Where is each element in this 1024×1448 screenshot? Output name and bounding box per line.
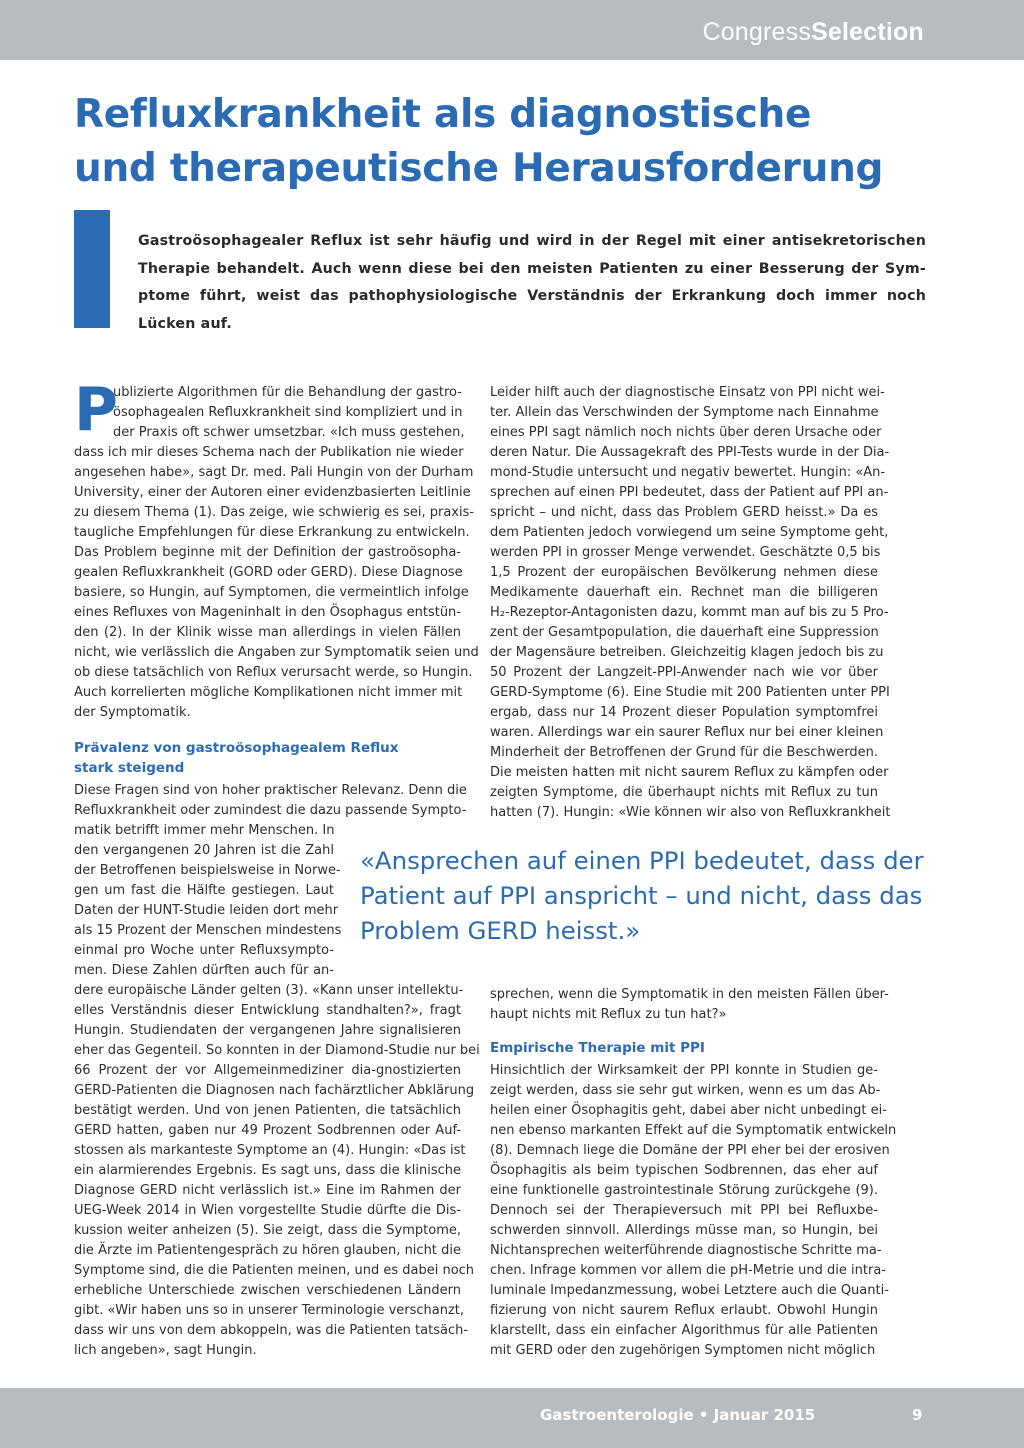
text-line: Diese Fragen sind von hoher praktischer Relevanz. Denn die: [74, 783, 467, 798]
text-line: Daten der HUNT-Studie leiden dort mehr: [74, 903, 339, 918]
text-line: der Symptomatik.: [74, 705, 191, 720]
right-column-continuation: [490, 985, 889, 1025]
lead-line: ptome führt, weist das pathophysiologische Verständnis der Erkrankung doch immer noch: [138, 288, 926, 305]
text-line: (8). Demnach liege die Domäne der PPI eher bei der erosiven: [490, 1143, 890, 1158]
text-line: UEG-Week 2014 in Wien vorgestellte Studie dürfte die Dis-: [74, 1203, 461, 1218]
text-line: erhebliche Unterschiede zwischen verschiedenen Ländern: [74, 1283, 461, 1298]
right-column-ppi-test: [490, 383, 891, 823]
subhead-line: Empirische Therapie mit PPI: [490, 1040, 705, 1056]
left-column-intro: [74, 383, 479, 723]
text-line: der Magensäure betreiben. Gleichzeitig klagen jedoch bis zu: [490, 645, 884, 660]
text-line: Ösophagitis als beim typischen Sodbrennen, das eher auf: [490, 1163, 878, 1178]
text-line: Die meisten hatten mit nicht saurem Reflux zu kämpfen oder: [490, 765, 889, 780]
text-line: Minderheit der Betroffenen der Grund für die Beschwerden.: [490, 745, 878, 760]
footer-band: [0, 1388, 1024, 1448]
text-line: nen ebenso markanten Effekt auf die Symptomatik entwickeln: [490, 1123, 897, 1138]
text-line: gibt. «Wir haben uns so in unserer Terminologie verschanzt,: [74, 1303, 465, 1318]
text-line: Medikamente dauerhaft ein. Rechnet man die billigeren: [490, 585, 878, 600]
pull-quote-line: Patient auf PPI anspricht – und nicht, dass das: [360, 881, 923, 910]
text-line: den vergangenen 20 Jahren ist die Zahl: [74, 843, 334, 858]
section-heading-therapy: [490, 1038, 705, 1058]
subhead-line: stark steigend: [74, 760, 185, 776]
text-line: mit GERD oder den zugehörigen Symptomen nicht möglich: [490, 1343, 876, 1358]
text-line: zu diesem Thema (1). Das zeige, wie schwierig es sei, praxis-: [74, 505, 475, 520]
text-line: 1,5 Prozent der europäischen Bevölkerung nehmen diese: [490, 565, 878, 580]
text-line: ergab, dass nur 14 Prozent dieser Population symptomfrei: [490, 705, 878, 720]
text-line: den (2). In der Klinik wisse man allerdings in vielen Fällen: [74, 625, 461, 640]
article-lead: [138, 228, 926, 339]
page-number: 9: [912, 1406, 923, 1424]
text-line: 66 Prozent der vor Allgemeinmediziner dia-gnostizierten: [74, 1063, 461, 1078]
congress-selection-brand: [702, 18, 924, 47]
text-line: GERD-Symptome (6). Eine Studie mit 200 Patienten unter PPI: [490, 685, 890, 700]
text-line: ein alarmierendes Ergebnis. Es sagt uns, dass die klinische: [74, 1163, 461, 1178]
text-line: basiere, so Hungin, auf Symptomen, die vermeintlich infolge: [74, 585, 469, 600]
text-line: klarstellt, dass ein einfacher Algorithmus für alle Patienten: [490, 1323, 878, 1338]
text-line: eine funktionelle gastrointestinale Störung zurückgehe (9).: [490, 1183, 878, 1198]
text-line: der Betroffenen beispielsweise in Norwe-: [74, 863, 341, 878]
text-line: Nichtansprechen weiterführende diagnostische Schritte ma-: [490, 1243, 882, 1258]
text-line: sprechen, wenn die Symptomatik in den meisten Fällen über-: [490, 987, 889, 1002]
text-line: men. Diese Zahlen dürften auch für an-: [74, 963, 334, 978]
text-line: dere europäische Länder gelten (3). «Kann unser intellektu-: [74, 983, 464, 998]
lead-line: Therapie behandelt. Auch wenn diese bei den meisten Patienten zu einer Besserung der Sym-: [138, 260, 926, 277]
title-line: und therapeutische Herausforderung: [74, 146, 884, 191]
text-line: stossen als markanteste Symptome an (4). Hungin: «Das ist: [74, 1143, 466, 1158]
text-line: ob diese tatsächlich von Reflux verursacht werde, so Hungin.: [74, 665, 473, 680]
text-line: eher das Gegenteil. So konnten in der Diamond-Studie nur bei: [74, 1043, 480, 1058]
text-line: einmal pro Woche unter Refluxsympto-: [74, 943, 334, 958]
lead-line: Lücken auf.: [138, 316, 232, 333]
text-line: dass ich mir dieses Schema nach der Publikation nie wieder: [74, 445, 464, 460]
text-line: Hungin. Studiendaten der vergangenen Jahre signalisieren: [74, 1023, 461, 1038]
text-line: H₂-Rezeptor-Antagonisten dazu, kommt man auf bis zu 5 Pro-: [490, 605, 889, 620]
text-line: waren. Allerdings war ein saurer Reflux nur bei einer kleinen: [490, 725, 884, 740]
text-line: eines Refluxes von Mageninhalt in den Ösophagus entstün-: [74, 605, 461, 620]
text-line: Auch korrelierten mögliche Komplikationen nicht immer mit: [74, 685, 463, 700]
text-line: spricht – und nicht, dass das Problem GERD heisst.» Da es: [490, 505, 878, 520]
section-heading-prevalence: [74, 738, 398, 778]
text-line: als 15 Prozent der Menschen mindestens: [74, 923, 342, 938]
text-line: elles Verständnis dieser Entwicklung standhalten?», fragt: [74, 1003, 461, 1018]
text-line: hatten (7). Hungin: «Wie können wir also von Refluxkrankheit: [490, 805, 891, 820]
brand-light: Congress: [702, 18, 812, 46]
article-title: [74, 88, 974, 196]
text-line: bestätigt werden. Und von jenen Patienten, die tatsächlich: [74, 1103, 461, 1118]
text-line: lich angeben», sagt Hungin.: [74, 1343, 257, 1358]
text-line: ublizierte Algorithmen für die Behandlung der gastro-: [113, 385, 462, 400]
drop-cap: P: [74, 375, 118, 445]
text-line: werden PPI in grosser Menge verwendet. Geschätzte 0,5 bis: [490, 545, 881, 560]
text-line: ösophagealen Refluxkrankheit sind kompliziert und in: [113, 405, 463, 420]
text-line: gealen Refluxkrankheit (GORD oder GERD). Diese Diagnose: [74, 565, 463, 580]
lead-initial-bar: [74, 210, 110, 328]
text-line: GERD-Patienten die Diagnosen nach fachärztlicher Abklärung: [74, 1083, 475, 1098]
text-line: eines PPI sagt nämlich noch nichts über deren Ursache oder: [490, 425, 882, 440]
text-line: University, einer der Autoren einer evidenzbasierten Leitlinie: [74, 485, 471, 500]
text-line: 50 Prozent der Langzeit-PPI-Anwender nach wie vor über: [490, 665, 878, 680]
text-line: schwerden sinnvoll. Allerdings müsse man, so Hungin, bei: [490, 1223, 878, 1238]
text-line: zeigten Symptome, die überhaupt nichts mit Reflux zu tun: [490, 785, 878, 800]
text-line: haupt nichts mit Reflux zu tun hat?»: [490, 1007, 727, 1022]
text-line: zent der Gesamtpopulation, die dauerhaft eine Suppression: [490, 625, 879, 640]
text-line: Diagnose GERD nicht verlässlich ist.» Eine im Rahmen der: [74, 1183, 461, 1198]
text-line: dass wir uns von dem abkoppeln, was die Patienten tatsäch-: [74, 1323, 469, 1338]
text-line: nicht, wie verlässlich die Angaben zur Symptomatik seien und: [74, 645, 479, 660]
text-line: Leider hilft auch der diagnostische Einsatz von PPI nicht wei-: [490, 385, 885, 400]
text-line: gen um fast die Hälfte gestiegen. Laut: [74, 883, 334, 898]
text-line: Refluxkrankheit oder zumindest die dazu passende Sympto-: [74, 803, 467, 818]
lead-line: Gastroösophagealer Reflux ist sehr häufig und wird in der Regel mit einer antisekretorischen: [138, 233, 926, 249]
text-line: angesehen habe», sagt Dr. med. Pali Hungin von der Durham: [74, 465, 474, 480]
text-line: Symptome sind, die die Patienten meinen, und es dabei noch: [74, 1263, 475, 1278]
text-line: GERD hatten, gaben nur 49 Prozent Sodbrennen oder Auf-: [74, 1123, 461, 1138]
title-line: Refluxkrankheit als diagnostische: [74, 92, 812, 137]
text-line: matik betrifft immer mehr Menschen. In: [74, 823, 335, 838]
text-line: kussion weiter anheizen (5). Sie zeigt, dass die Symptome,: [74, 1223, 461, 1238]
text-line: chen. Infrage kommen vor allem die pH-Metrie und die intra-: [490, 1263, 886, 1278]
text-line: Dennoch sei der Therapieversuch mit PPI bei Refluxbe-: [490, 1203, 878, 1218]
text-line: zeigt werden, dass sie sehr gut wirken, wenn es um das Ab-: [490, 1083, 881, 1098]
text-line: dem Patienten jedoch vorwiegend um seine Symptome geht,: [490, 525, 889, 540]
subhead-line: Prävalenz von gastroösophagealem Reflux: [74, 740, 399, 756]
text-line: sprechen auf einen PPI bedeutet, dass der Patient auf PPI an-: [490, 485, 889, 500]
brand-bold: Selection: [811, 18, 924, 46]
pull-quote: [360, 843, 940, 948]
text-line: ter. Allein das Verschwinden der Symptome nach Einnahme: [490, 405, 879, 420]
text-line: Hinsichtlich der Wirksamkeit der PPI konnte in Studien ge-: [490, 1063, 878, 1078]
journal-issue: Gastroenterologie • Januar 2015: [540, 1406, 816, 1424]
pull-quote-line: «Ansprechen auf einen PPI bedeutet, dass der: [360, 846, 924, 875]
right-column-therapy: [490, 1061, 897, 1361]
text-line: mond-Studie untersucht und negativ bewertet. Hungin: «An-: [490, 465, 886, 480]
text-line: die Ärzte im Patientengespräch zu hören glauben, nicht die: [74, 1243, 461, 1258]
text-line: deren Natur. Die Aussagekraft des PPI-Tests wurde in der Dia-: [490, 445, 890, 460]
text-line: Das Problem beginne mit der Definition der gastroösopha-: [74, 545, 461, 560]
text-line: luminale Impedanzmessung, wobei Letztere auch die Quanti-: [490, 1283, 889, 1298]
text-line: der Praxis oft schwer umsetzbar. «Ich muss gestehen,: [113, 425, 465, 440]
text-line: fizierung von nicht saurem Reflux erlaubt. Obwohl Hungin: [490, 1303, 878, 1318]
pull-quote-line: Problem GERD heisst.»: [360, 916, 641, 945]
text-line: heilen einer Ösophagitis geht, dabei aber nicht unbedingt ei-: [490, 1103, 887, 1118]
text-line: taugliche Empfehlungen für diese Erkrankung zu entwickeln.: [74, 525, 470, 540]
